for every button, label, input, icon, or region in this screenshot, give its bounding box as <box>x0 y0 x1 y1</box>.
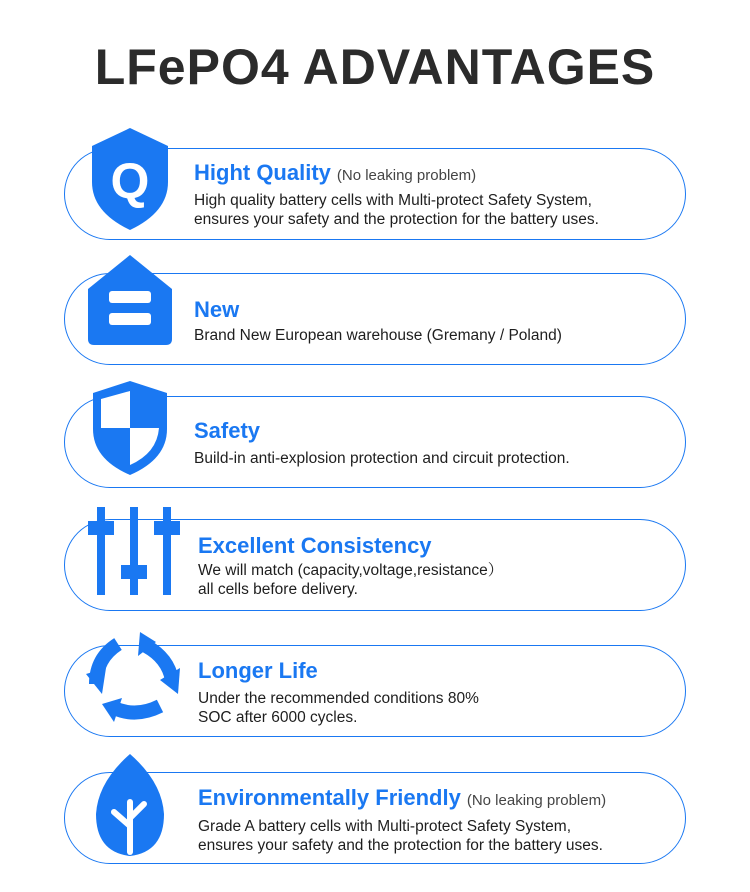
desc-line: Grade A battery cells with Multi-protect Safety System, <box>198 818 572 835</box>
desc-line: Build-in anti-explosion protection and circuit protection. <box>194 450 570 467</box>
q-shield-icon <box>88 126 172 232</box>
desc-line: SOC after 6000 cycles. <box>198 709 358 726</box>
feature-desc-life <box>198 689 479 727</box>
leaf-icon <box>92 752 168 860</box>
sliders-icon <box>86 505 182 597</box>
desc-line: Brand New European warehouse (Gremany / Poland) <box>194 327 562 344</box>
feature-note-eco: (No leaking problem) <box>466 792 607 809</box>
feature-desc-safety <box>194 449 570 468</box>
feature-title-eco: Environmentally Friendly (No leaking problem) <box>198 785 607 810</box>
warehouse-icon <box>84 251 176 347</box>
feature-title-consistency: Excellent Consistency <box>198 533 432 558</box>
feature-desc-consistency <box>198 561 503 599</box>
svg-text:Q: Q <box>110 153 150 209</box>
desc-line: We will match (capacity,voltage,resistance） <box>198 562 504 579</box>
feature-desc-quality <box>194 191 599 229</box>
feature-title-safety: Safety <box>194 418 261 443</box>
desc-line: ensures your safety and the protection for the battery uses. <box>194 211 599 228</box>
desc-line: High quality battery cells with Multi-protect Safety System, <box>194 192 592 209</box>
feature-desc-eco <box>198 817 603 855</box>
feature-title-life: Longer Life <box>198 658 318 683</box>
recycle-icon <box>84 628 184 724</box>
feature-title-quality: Hight Quality (No leaking problem) <box>194 160 477 185</box>
shield-icon <box>89 379 171 477</box>
feature-title-new: New <box>194 297 240 322</box>
feature-note-quality: (No leaking problem) <box>336 167 477 184</box>
feature-desc-new <box>194 326 562 345</box>
desc-line: ensures your safety and the protection for the battery uses. <box>198 837 603 854</box>
desc-line: all cells before delivery. <box>198 581 358 598</box>
page-title: LFePO4 ADVANTAGES <box>94 39 656 95</box>
desc-line: Under the recommended conditions 80% <box>198 690 479 707</box>
